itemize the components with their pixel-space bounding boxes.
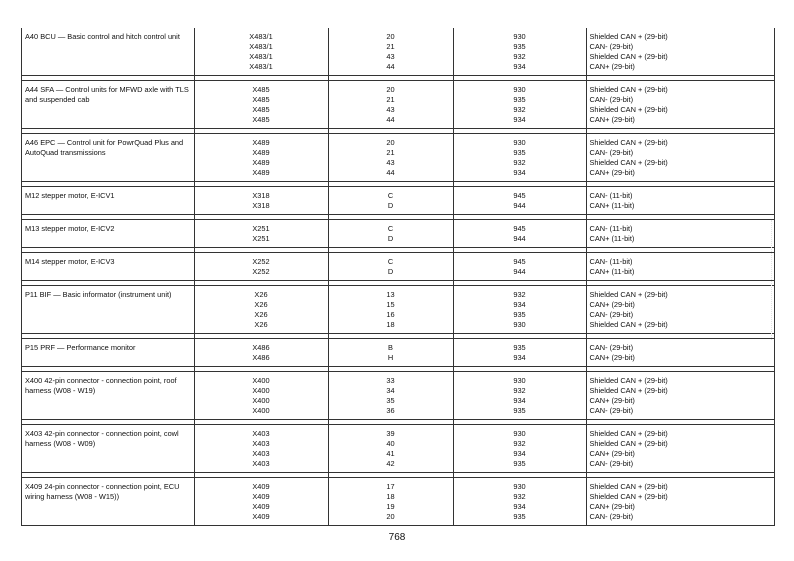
pin-cell: [328, 81, 453, 129]
table-row: [22, 187, 774, 215]
signal-name: CAN- (29-bit): [589, 459, 634, 468]
connector-id: X485: [252, 105, 270, 114]
pin-id: 43: [386, 158, 395, 167]
component-cell: [22, 478, 194, 526]
connector-id: X403: [252, 439, 270, 448]
component-name: M14 stepper motor, E-ICV3: [25, 257, 115, 266]
pin-cell: [328, 134, 453, 182]
connector-id: X400: [252, 396, 270, 405]
signal-name: Shielded CAN + (29-bit): [589, 320, 668, 329]
wire-number: 932: [513, 386, 526, 395]
signal-name: CAN+ (29-bit): [589, 449, 635, 458]
pin-id: 36: [386, 406, 395, 415]
signal-name: CAN- (29-bit): [589, 310, 634, 319]
signal-cell: [586, 253, 774, 281]
signal-name: CAN+ (29-bit): [589, 396, 635, 405]
separator-cell: [586, 526, 774, 527]
connector-id: X489: [252, 148, 270, 157]
component-cell: [22, 286, 194, 334]
component-name: P11 BIF — Basic informator (instrument unit): [25, 290, 172, 299]
connector-cell: [194, 220, 328, 248]
wire-number: 930: [513, 482, 526, 491]
wire-cell: [453, 134, 586, 182]
signal-name: Shielded CAN + (29-bit): [589, 386, 668, 395]
table-row: [22, 286, 774, 334]
signal-name: Shielded CAN + (29-bit): [589, 439, 668, 448]
wire-cell: [453, 478, 586, 526]
connector-id: X403: [252, 449, 270, 458]
signal-name: CAN+ (29-bit): [589, 353, 635, 362]
signal-cell: [586, 220, 774, 248]
connector-id: X400: [252, 386, 270, 395]
pin-id: 33: [386, 376, 395, 385]
connector-id: X486: [252, 343, 270, 352]
table-row: [22, 425, 774, 473]
component-name: A44 SFA — Control units for MFWD axle with TLS and suspended cab: [25, 85, 189, 104]
signal-name: Shielded CAN + (29-bit): [589, 376, 668, 385]
connector-id: X483/1: [249, 52, 273, 61]
component-cell: [22, 425, 194, 473]
signal-name: Shielded CAN + (29-bit): [589, 482, 668, 491]
wire-number: 944: [513, 201, 526, 210]
connector-id: X485: [252, 85, 270, 94]
signal-name: CAN- (29-bit): [589, 512, 634, 521]
wire-number: 930: [513, 376, 526, 385]
connector-id: X489: [252, 138, 270, 147]
connector-id: X483/1: [249, 42, 273, 51]
pin-cell: [328, 478, 453, 526]
wire-number: 935: [513, 512, 526, 521]
wire-number: 935: [513, 343, 526, 352]
pin-cell: [328, 220, 453, 248]
signal-cell: [586, 134, 774, 182]
signal-name: CAN- (29-bit): [589, 148, 634, 157]
signal-cell: [586, 187, 774, 215]
connector-id: X403: [252, 459, 270, 468]
pin-id: 44: [386, 62, 395, 71]
component-name: A46 EPC — Control unit for PowrQuad Plus and AutoQuad transmissions: [25, 138, 184, 157]
wire-number: 934: [513, 353, 526, 362]
wire-cell: [453, 339, 586, 367]
table-row: [22, 28, 774, 76]
wire-number: 935: [513, 95, 526, 104]
signal-name: CAN+ (29-bit): [589, 300, 635, 309]
signal-name: CAN- (11-bit): [589, 257, 633, 266]
signal-name: Shielded CAN + (29-bit): [589, 105, 668, 114]
component-cell: [22, 134, 194, 182]
table-row: [22, 81, 774, 129]
connector-id: X251: [252, 224, 270, 233]
connector-id: X486: [252, 353, 270, 362]
wire-number: 932: [513, 158, 526, 167]
table-row: [22, 134, 774, 182]
connector-id: X252: [252, 267, 270, 276]
connector-cell: [194, 28, 328, 76]
connector-cell: [194, 187, 328, 215]
separator-cell: [22, 526, 194, 527]
signal-name: Shielded CAN + (29-bit): [589, 138, 668, 147]
component-cell: [22, 81, 194, 129]
component-name: A40 BCU — Basic control and hitch control unit: [25, 32, 180, 41]
connector-id: X400: [252, 376, 270, 385]
wire-number: 932: [513, 439, 526, 448]
connector-cell: [194, 286, 328, 334]
pin-cell: [328, 187, 453, 215]
connector-cell: [194, 134, 328, 182]
wire-number: 934: [513, 168, 526, 177]
wire-number: 934: [513, 62, 526, 71]
signal-name: CAN+ (29-bit): [589, 502, 635, 511]
component-cell: [22, 28, 194, 76]
pin-assignment-table-wrapper: [21, 28, 775, 526]
connector-id: X409: [252, 482, 270, 491]
signal-name: Shielded CAN + (29-bit): [589, 85, 668, 94]
connector-id: X318: [252, 191, 270, 200]
signal-name: Shielded CAN + (29-bit): [589, 32, 668, 41]
pin-cell: [328, 286, 453, 334]
table-row: [22, 220, 774, 248]
connector-id: X403: [252, 429, 270, 438]
connector-id: X26: [254, 290, 268, 299]
pin-id: 18: [386, 320, 395, 329]
pin-id: 43: [386, 52, 395, 61]
connector-id: X483/1: [249, 62, 273, 71]
separator-cell: [453, 526, 586, 527]
connector-id: X26: [254, 310, 268, 319]
wire-number: 945: [513, 224, 526, 233]
pin-id: 43: [386, 105, 395, 114]
wire-number: 934: [513, 396, 526, 405]
connector-id: X409: [252, 492, 270, 501]
connector-cell: [194, 81, 328, 129]
connector-cell: [194, 372, 328, 420]
pin-cell: [328, 339, 453, 367]
pin-id: 20: [386, 85, 395, 94]
signal-name: Shielded CAN + (29-bit): [589, 492, 668, 501]
wire-number: 935: [513, 406, 526, 415]
wire-cell: [453, 286, 586, 334]
wire-number: 932: [513, 52, 526, 61]
pin-cell: [328, 372, 453, 420]
connector-id: X409: [252, 502, 270, 511]
pin-id: 20: [386, 138, 395, 147]
signal-name: Shielded CAN + (29-bit): [589, 158, 668, 167]
wire-number: 935: [513, 148, 526, 157]
pin-id: 18: [386, 492, 395, 501]
connector-id: X485: [252, 95, 270, 104]
connector-id: X252: [252, 257, 270, 266]
separator-cell: [328, 526, 453, 527]
wire-number: 930: [513, 320, 526, 329]
pin-id: C: [387, 191, 394, 200]
side-watermark: [771, 220, 780, 340]
signal-name: CAN- (11-bit): [589, 191, 633, 200]
wire-number: 934: [513, 115, 526, 124]
signal-cell: [586, 339, 774, 367]
pin-id: 19: [386, 502, 395, 511]
signal-cell: [586, 81, 774, 129]
component-cell: [22, 339, 194, 367]
component-cell: [22, 253, 194, 281]
pin-id: 21: [386, 148, 395, 157]
connector-id: X400: [252, 406, 270, 415]
wire-number: 934: [513, 502, 526, 511]
pin-id: 42: [386, 459, 395, 468]
wire-number: 934: [513, 300, 526, 309]
wire-number: 945: [513, 191, 526, 200]
signal-name: Shielded CAN + (29-bit): [589, 52, 668, 61]
connector-id: X485: [252, 115, 270, 124]
connector-id: X26: [254, 320, 268, 329]
pin-cell: [328, 28, 453, 76]
pin-id: 13: [386, 290, 395, 299]
signal-name: CAN- (29-bit): [589, 406, 634, 415]
separator-cell: [194, 526, 328, 527]
component-name: X409 24-pin connector - connection point, ECU wiring harness (W08 - W15)): [25, 482, 180, 501]
wire-number: 932: [513, 290, 526, 299]
pin-id: 34: [386, 386, 395, 395]
pin-id: 20: [386, 512, 395, 521]
connector-cell: [194, 478, 328, 526]
connector-id: X489: [252, 168, 270, 177]
connector-id: X26: [254, 300, 268, 309]
wire-number: 935: [513, 42, 526, 51]
signal-name: CAN+ (29-bit): [589, 115, 635, 124]
pin-id: C: [387, 224, 394, 233]
wire-number: 944: [513, 234, 526, 243]
pin-id: C: [387, 257, 394, 266]
wire-cell: [453, 28, 586, 76]
component-name: X403 42-pin connector - connection point, cowl harness (W08 - W09): [25, 429, 179, 448]
pin-id: 16: [386, 310, 395, 319]
signal-name: Shielded CAN + (29-bit): [589, 429, 668, 438]
wire-cell: [453, 425, 586, 473]
pin-id: 40: [386, 439, 395, 448]
table-bottom-border: [22, 526, 774, 527]
signal-name: CAN+ (11-bit): [589, 234, 635, 243]
pin-cell: [328, 253, 453, 281]
pin-id: 44: [386, 115, 395, 124]
wire-number: 935: [513, 310, 526, 319]
wire-cell: [453, 187, 586, 215]
pin-id: D: [387, 267, 394, 276]
signal-cell: [586, 28, 774, 76]
connector-id: X318: [252, 201, 270, 210]
pin-id: 35: [386, 396, 395, 405]
pin-id: 41: [386, 449, 395, 458]
signal-name: CAN+ (11-bit): [589, 267, 635, 276]
wire-cell: [453, 372, 586, 420]
component-cell: [22, 372, 194, 420]
pin-id: B: [388, 343, 393, 352]
wire-cell: [453, 81, 586, 129]
wire-number: 934: [513, 449, 526, 458]
connector-cell: [194, 339, 328, 367]
page-number: 768: [388, 532, 406, 543]
signal-cell: [586, 425, 774, 473]
pin-id: 21: [386, 42, 395, 51]
connector-id: X489: [252, 158, 270, 167]
signal-name: Shielded CAN + (29-bit): [589, 290, 668, 299]
component-name: M12 stepper motor, E-ICV1: [25, 191, 115, 200]
wire-number: 932: [513, 492, 526, 501]
pin-cell: [328, 425, 453, 473]
connector-cell: [194, 425, 328, 473]
table-row: [22, 478, 774, 526]
signal-name: CAN- (11-bit): [589, 224, 633, 233]
component-cell: [22, 187, 194, 215]
signal-name: CAN+ (29-bit): [589, 62, 635, 71]
signal-cell: [586, 286, 774, 334]
connector-id: X483/1: [249, 32, 273, 41]
connector-id: X251: [252, 234, 270, 243]
pin-id: D: [387, 234, 394, 243]
connector-id: X409: [252, 512, 270, 521]
wire-number: 930: [513, 85, 526, 94]
wire-number: 930: [513, 138, 526, 147]
table-row: [22, 372, 774, 420]
wire-number: 944: [513, 267, 526, 276]
component-cell: [22, 220, 194, 248]
wire-cell: [453, 253, 586, 281]
signal-cell: [586, 478, 774, 526]
wire-number: 935: [513, 459, 526, 468]
pin-id: 21: [386, 95, 395, 104]
pin-id: 39: [386, 429, 395, 438]
pin-id: 20: [386, 32, 395, 41]
wire-number: 945: [513, 257, 526, 266]
pin-id: 15: [386, 300, 395, 309]
signal-cell: [586, 372, 774, 420]
component-name: M13 stepper motor, E-ICV2: [25, 224, 115, 233]
pin-id: H: [387, 353, 394, 362]
table-row: [22, 339, 774, 367]
wire-number: 930: [513, 32, 526, 41]
signal-name: CAN+ (11-bit): [589, 201, 635, 210]
table-row: [22, 253, 774, 281]
wire-number: 930: [513, 429, 526, 438]
pin-id: D: [387, 201, 394, 210]
signal-name: CAN+ (29-bit): [589, 168, 635, 177]
wire-number: 932: [513, 105, 526, 114]
component-name: X400 42-pin connector - connection point, roof harness (W08 - W19): [25, 376, 177, 395]
signal-name: CAN- (29-bit): [589, 95, 634, 104]
signal-name: CAN- (29-bit): [589, 343, 634, 352]
component-name: P15 PRF — Performance monitor: [25, 343, 136, 352]
pin-assignment-table: [22, 28, 774, 526]
wire-cell: [453, 220, 586, 248]
pin-id: 17: [386, 482, 395, 491]
connector-cell: [194, 253, 328, 281]
signal-name: CAN- (29-bit): [589, 42, 634, 51]
pin-id: 44: [386, 168, 395, 177]
